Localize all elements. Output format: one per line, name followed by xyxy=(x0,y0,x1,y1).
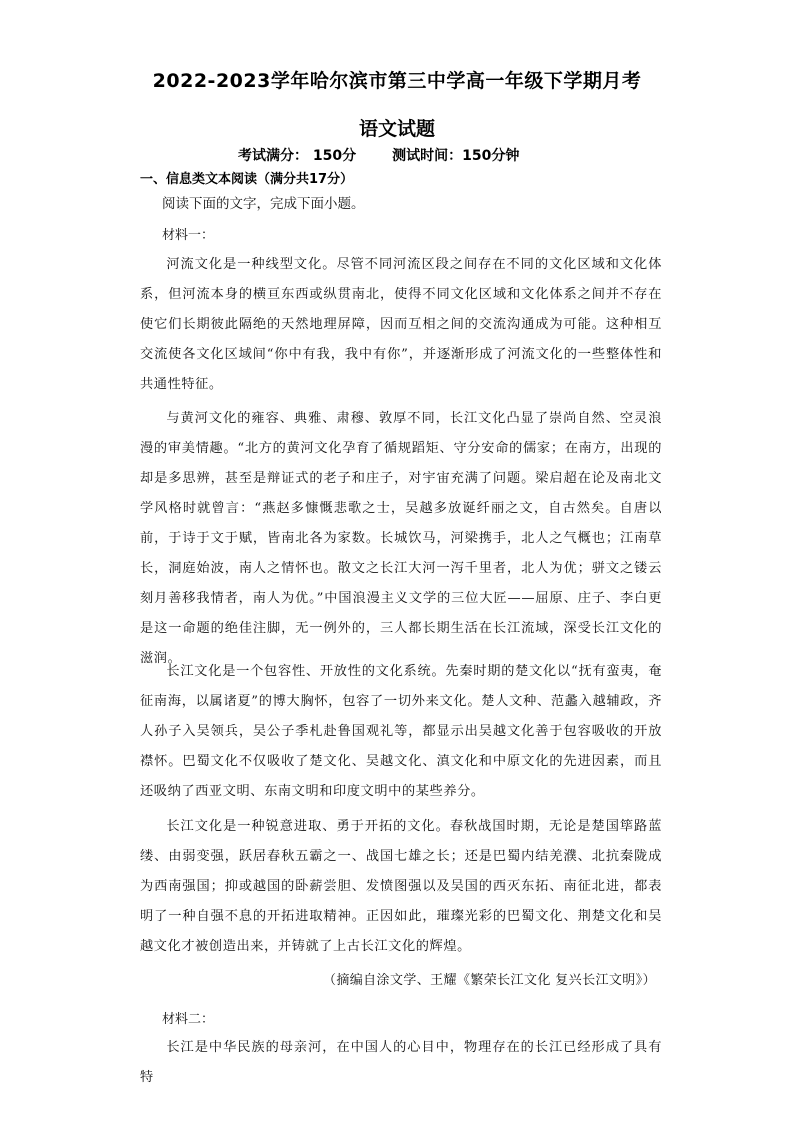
material-one-source: （摘编自涂文学、王耀《繁荣长江文化 复兴长江文明》） xyxy=(322,973,656,988)
material-one-paragraph-1: 河流文化是一种线型文化。尽管不同河流区段之间存在不同的文化区域和文化体系，但河流本身的横亘东西或纵贯南北，使得不同文化区域和文化体系之间并不存在使它们长期彼此隔绝的天然地理屏障，因而互相之间的交流沟通成为可能。这种相互交流使各文化区域间“你中有我，我中有你”，并逐渐形成了河流文化的一些整体性和共通性特征。 xyxy=(140,257,662,392)
exam-info xyxy=(238,145,519,165)
section-heading: 一、信息类文本阅读（满分共17分） xyxy=(140,172,354,187)
full-score: 考试满分： 150分 xyxy=(238,148,357,164)
material-two-paragraph-1: 长江是中华民族的母亲河，在中国人的心目中，物理存在的长江已经形成了具有特 xyxy=(140,1040,662,1085)
material-one-paragraph-4: 长江文化是一种锐意进取、勇于开拓的文化。春秋战国时期，无论是楚国筚路蓝缕、由弱变强，跃居春秋五霸之一、战国七雄之长；还是巴蜀内结羌濮、北抗秦陇成为西南强国；抑或越国的卧薪尝胆、发愤图强以及吴国的西灭东拓、南征北进，都表明了一种自强不息的开拓进取精神。正因如此，璀璨光彩的巴蜀文化、荆楚文化和吴越文化才被创造出来，并铸就了上古长江文化的辉煌。 xyxy=(140,819,662,954)
section-instruction: 阅读下面的文字，完成下面小题。 xyxy=(162,196,365,212)
exam-title: 2022-2023学年哈尔滨市第三中学高一年级下学期月考 xyxy=(152,70,642,92)
exam-subtitle: 语文试题 xyxy=(358,118,435,140)
material-two-label: 材料二： xyxy=(162,1012,215,1027)
exam-time: 测试时间：150分钟 xyxy=(392,148,520,164)
material-one-paragraph-3: 长江文化是一个包容性、开放性的文化系统。先秦时期的楚文化以“抚有蛮夷，奄征南海，以属诸夏”的博大胸怀，包容了一切外来文化。楚人文种、范蠡入越辅政，齐人孙子入吴领兵，吴公子季札赴鲁国观礼等，都显示出吴越文化善于包容吸收的开放襟怀。巴蜀文化不仅吸收了楚文化、吴越文化、滇文化和中原文化的先进因素，而且还吸纳了西亚文明、东南文明和印度文明中的某些养分。 xyxy=(140,664,662,799)
material-one-paragraph-2: 与黄河文化的雍容、典雅、肃穆、敦厚不同，长江文化凸显了崇尚自然、空灵浪漫的审美情趣。“北方的黄河文化孕育了循规蹈矩、守分安命的儒家；在南方，出现的却是多思辨，甚至是辩证式的老子和庄子，对宇宙充满了问题。梁启超在论及南北文学风格时就曾言：“燕赵多慷慨悲歌之士，吴越多放诞纤丽之文，自古然矣。自唐以前，于诗于文于赋，皆南北各为家数。长城饮马，河梁携手，北人之气概也；江南草长，洞庭始波，南人之情怀也。散文之长江大河一泻千里者，北人为优；骈文之镂云刻月善移我情者，南人为优。”中国浪漫主义文学的三位大匠——屈原、庄子、李白更是这一命题的绝佳注脚，无一例外的，三人都长期生活在长江流域，深受长江文化的滋润。 xyxy=(140,411,662,666)
material-one-label: 材料一： xyxy=(162,228,215,243)
